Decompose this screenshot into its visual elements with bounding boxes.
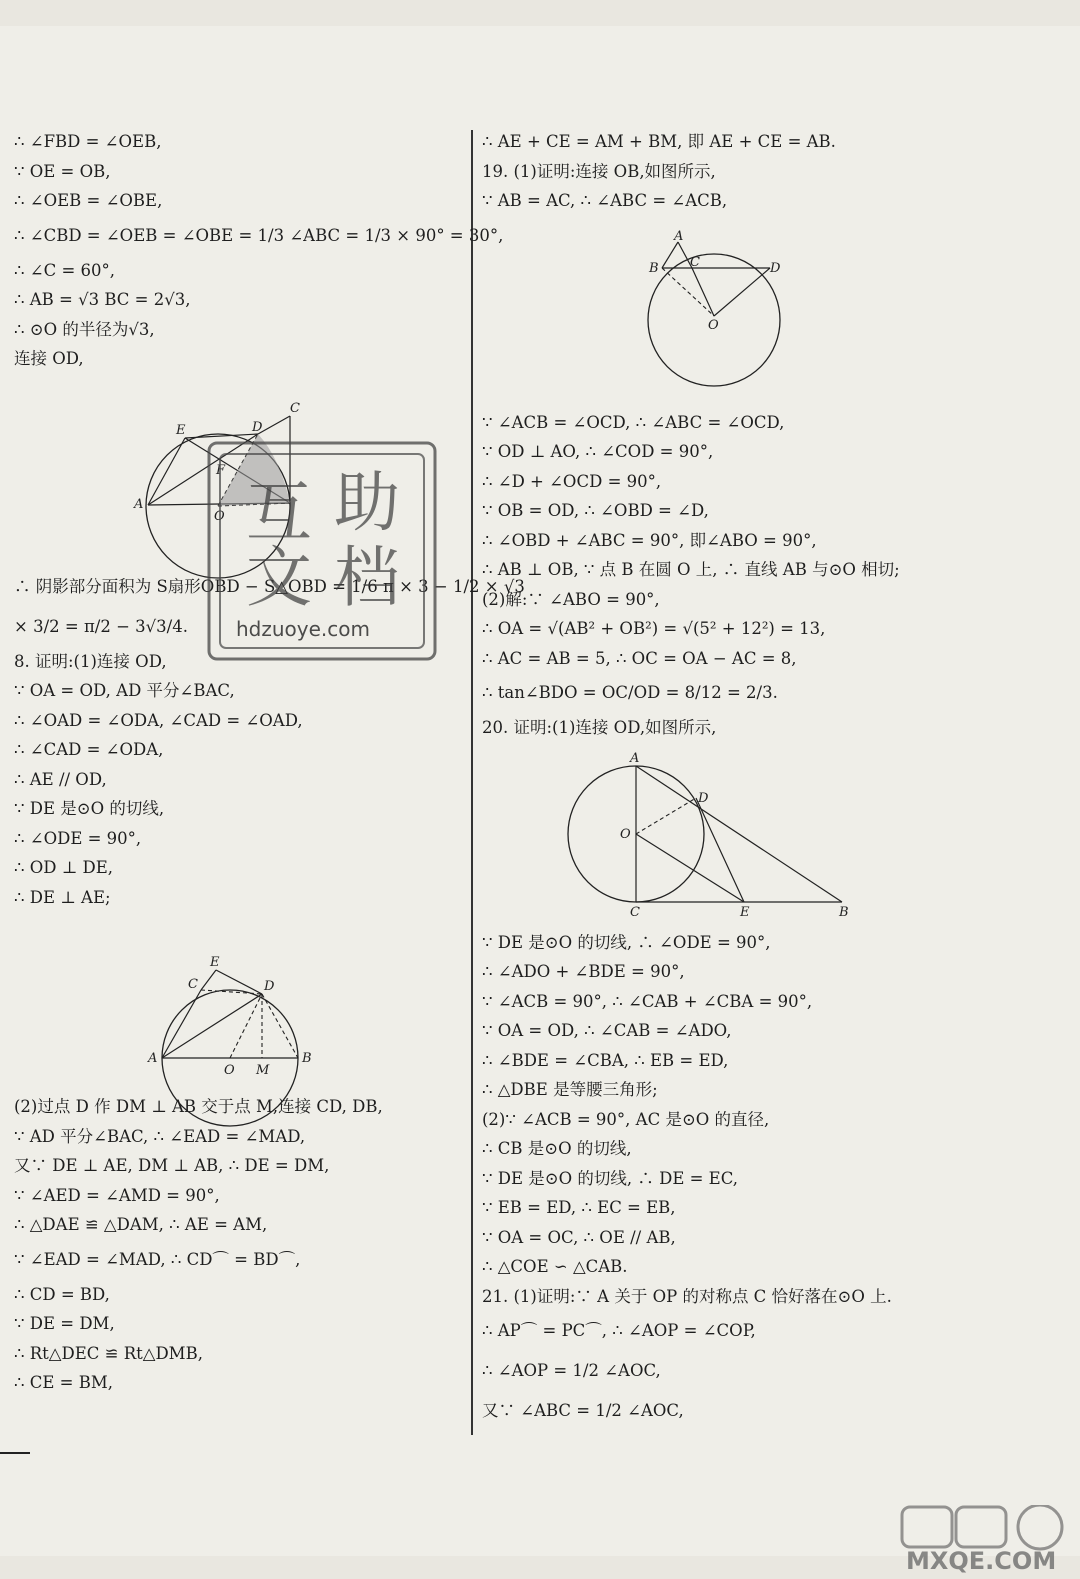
left-column (14, 127, 525, 1398)
text-line: ∵ OA = OC, ∴ OE // AB, (482, 1227, 676, 1247)
text-line: ∴ AB = √3 BC = 2√3, (14, 290, 191, 309)
text-line: ∴ ∠FBD = ∠OEB, (14, 132, 162, 151)
label-D: D (252, 420, 263, 435)
label-C: C (188, 977, 198, 992)
label-E: E (740, 905, 750, 920)
figure-3 (636, 229, 796, 392)
watermark-char-1: 互 (246, 474, 312, 551)
label-B: B (302, 1051, 312, 1066)
label-O: O (708, 318, 719, 333)
label-M: M (256, 1063, 270, 1078)
text-line: ∴ ∠C = 60°, (14, 260, 115, 280)
label-A: A (134, 497, 144, 512)
text-line: ∵ ∠ACB = ∠OCD, ∴ ∠ABC = ∠OCD, (482, 412, 785, 432)
text-line: ∴ ∠OBD + ∠ABC = 90°, 即∠ABO = 90°, (482, 530, 817, 550)
label-A: A (674, 229, 684, 244)
label-O: O (224, 1063, 235, 1078)
label-C: C (290, 401, 300, 416)
label-O: O (620, 827, 631, 842)
text-line: ∴ AP⌒ = PC⌒, ∴ ∠AOP = ∠COP, (482, 1321, 756, 1340)
label-D: D (264, 979, 275, 994)
text-line: ∴ AB ⊥ OB, ∵ 点 B 在圆 O 上, ∴ 直线 AB 与⊙O 相切; (482, 560, 900, 579)
text-line: ∵ AD 平分∠BAC, ∴ ∠EAD = ∠MAD, (14, 1126, 306, 1146)
text-line: 21. (1)证明:∵ A 关于 OP 的对称点 C 恰好落在⊙O 上. (482, 1286, 892, 1306)
label-A: A (148, 1051, 158, 1066)
text-line: ∴ ∠BDE = ∠CBA, ∴ EB = ED, (482, 1050, 729, 1070)
text-line: ∵ OD ⊥ AO, ∴ ∠COD = 90°, (482, 442, 714, 461)
text-line: ∴ ∠CAD = ∠ODA, (14, 740, 164, 759)
text-line: ∵ DE 是⊙O 的切线, ∴ DE = EC, (482, 1168, 739, 1188)
text-line: ∴ DE ⊥ AE; (14, 887, 111, 907)
label-D: D (698, 791, 709, 806)
label-C: C (630, 905, 640, 920)
text-line: ∴ AE + CE = AM + BM, 即 AE + CE = AB. (482, 132, 836, 151)
corner-logo (900, 1505, 1076, 1579)
watermark-char-4: 档 (334, 539, 400, 616)
text-line: ∴ CB 是⊙O 的切线, (482, 1139, 632, 1158)
figure-4 (566, 752, 866, 922)
label-A: A (630, 751, 640, 766)
text-line: ∴ ∠ODE = 90°, (14, 828, 142, 848)
text-line: 又∵ ∠ABC = 1/2 ∠AOC, (482, 1401, 684, 1420)
label-B: B (839, 905, 849, 920)
corner-logo-site: MXQE.COM (906, 1547, 1057, 1575)
text-line: ∵ ∠ACB = 90°, ∴ ∠CAB + ∠CBA = 90°, (482, 991, 813, 1011)
label-C: C (690, 255, 700, 270)
text-line: ∵ AB = AC, ∴ ∠ABC = ∠ACB, (482, 191, 728, 210)
text-line: ∴ ∠AOP = 1/2 ∠AOC, (482, 1361, 661, 1380)
figure-2 (146, 952, 326, 1122)
watermark-char-2: 助 (334, 464, 400, 541)
text-line: ∴ ∠CBD = ∠OEB = ∠OBE = 1/3 ∠ABC = 1/3 × 90° = 30°, (14, 225, 504, 245)
text-line: 又∵ DE ⊥ AE, DM ⊥ AB, ∴ DE = DM, (14, 1156, 330, 1175)
text-line: ∴ Rt△DEC ≌ Rt△DMB, (14, 1343, 203, 1363)
text-line: ∵ OB = OD, ∴ ∠OBD = ∠D, (482, 501, 709, 520)
text-line: ∴ ∠OAD = ∠ODA, ∠CAD = ∠OAD, (14, 710, 303, 730)
text-line: ∵ OE = OB, (14, 161, 111, 181)
watermark-site: hdzuoye.com (236, 617, 370, 641)
label-F: F (216, 463, 226, 478)
label-E: E (210, 955, 220, 970)
text-line: 连接 OD, (14, 349, 84, 368)
label-O: O (214, 509, 225, 524)
text-line: ∴ CD = BD, (14, 1284, 110, 1304)
text-line: ∴ tan∠BDO = OC/OD = 8/12 = 2/3. (482, 683, 778, 702)
text-line: 8. 证明:(1)连接 OD, (14, 651, 167, 671)
footer-rule (0, 1452, 30, 1454)
text-line: (2)∵ ∠ACB = 90°, AC 是⊙O 的直径, (482, 1109, 770, 1129)
watermark-stamp (206, 440, 438, 662)
text-line: ∵ OA = OD, AD 平分∠BAC, (14, 681, 235, 700)
label-B: B (649, 261, 659, 276)
text-line: ∴ AE // OD, (14, 769, 107, 789)
text-line: ∴ OA = √(AB² + OB²) = √(5² + 12²) = 13, (482, 619, 826, 638)
text-line: ∵ ∠EAD = ∠MAD, ∴ CD⌒ = BD⌒, (14, 1249, 301, 1269)
text-line: ∴ △COE ∽ △CAB. (482, 1257, 628, 1276)
watermark-char-3: 文 (246, 539, 312, 616)
text-line: ∴ ∠ADO + ∠BDE = 90°, (482, 962, 685, 981)
text-line: ∴ CE = BM, (14, 1373, 113, 1392)
text-line: ∵ ∠AED = ∠AMD = 90°, (14, 1185, 220, 1205)
text-line: 20. 证明:(1)连接 OD,如图所示, (482, 718, 717, 737)
text-line: 19. (1)证明:连接 OB,如图所示, (482, 161, 716, 181)
text-line: ∴ △DAE ≌ △DAM, ∴ AE = AM, (14, 1215, 268, 1234)
text-line: × 3/2 = π/2 − 3√3/4. (14, 616, 188, 636)
text-line: ∴ ∠D + ∠OCD = 90°, (482, 471, 662, 491)
label-D: D (770, 261, 781, 276)
watermark-frame (206, 440, 438, 662)
text-line: ∴ ∠OEB = ∠OBE, (14, 191, 163, 210)
label-E: E (176, 423, 186, 438)
text-line: ∵ DE 是⊙O 的切线, (14, 799, 165, 818)
text-line: ∴ ⊙O 的半径为√3, (14, 319, 155, 339)
text-line: ∵ DE = DM, (14, 1314, 115, 1333)
text-line: (2)过点 D 作 DM ⊥ AB 交于点 M,连接 CD, DB, (14, 1097, 383, 1116)
text-line: ∵ OA = OD, ∴ ∠CAB = ∠ADO, (482, 1021, 732, 1040)
text-line: ∴ AC = AB = 5, ∴ OC = OA − AC = 8, (482, 648, 797, 668)
text-line: ∵ EB = ED, ∴ EC = EB, (482, 1198, 676, 1217)
text-line: ∵ DE 是⊙O 的切线, ∴ ∠ODE = 90°, (482, 932, 771, 952)
text-line: (2)解:∵ ∠ABO = 90°, (482, 589, 660, 609)
text-line: ∴ 阴影部分面积为 S扇形OBD − S△OBD = 1/6 π × 3 − 1/2 × √3 (14, 576, 525, 596)
text-line: ∴ OD ⊥ DE, (14, 858, 114, 877)
text-line: ∴ △DBE 是等腰三角形; (482, 1080, 658, 1099)
